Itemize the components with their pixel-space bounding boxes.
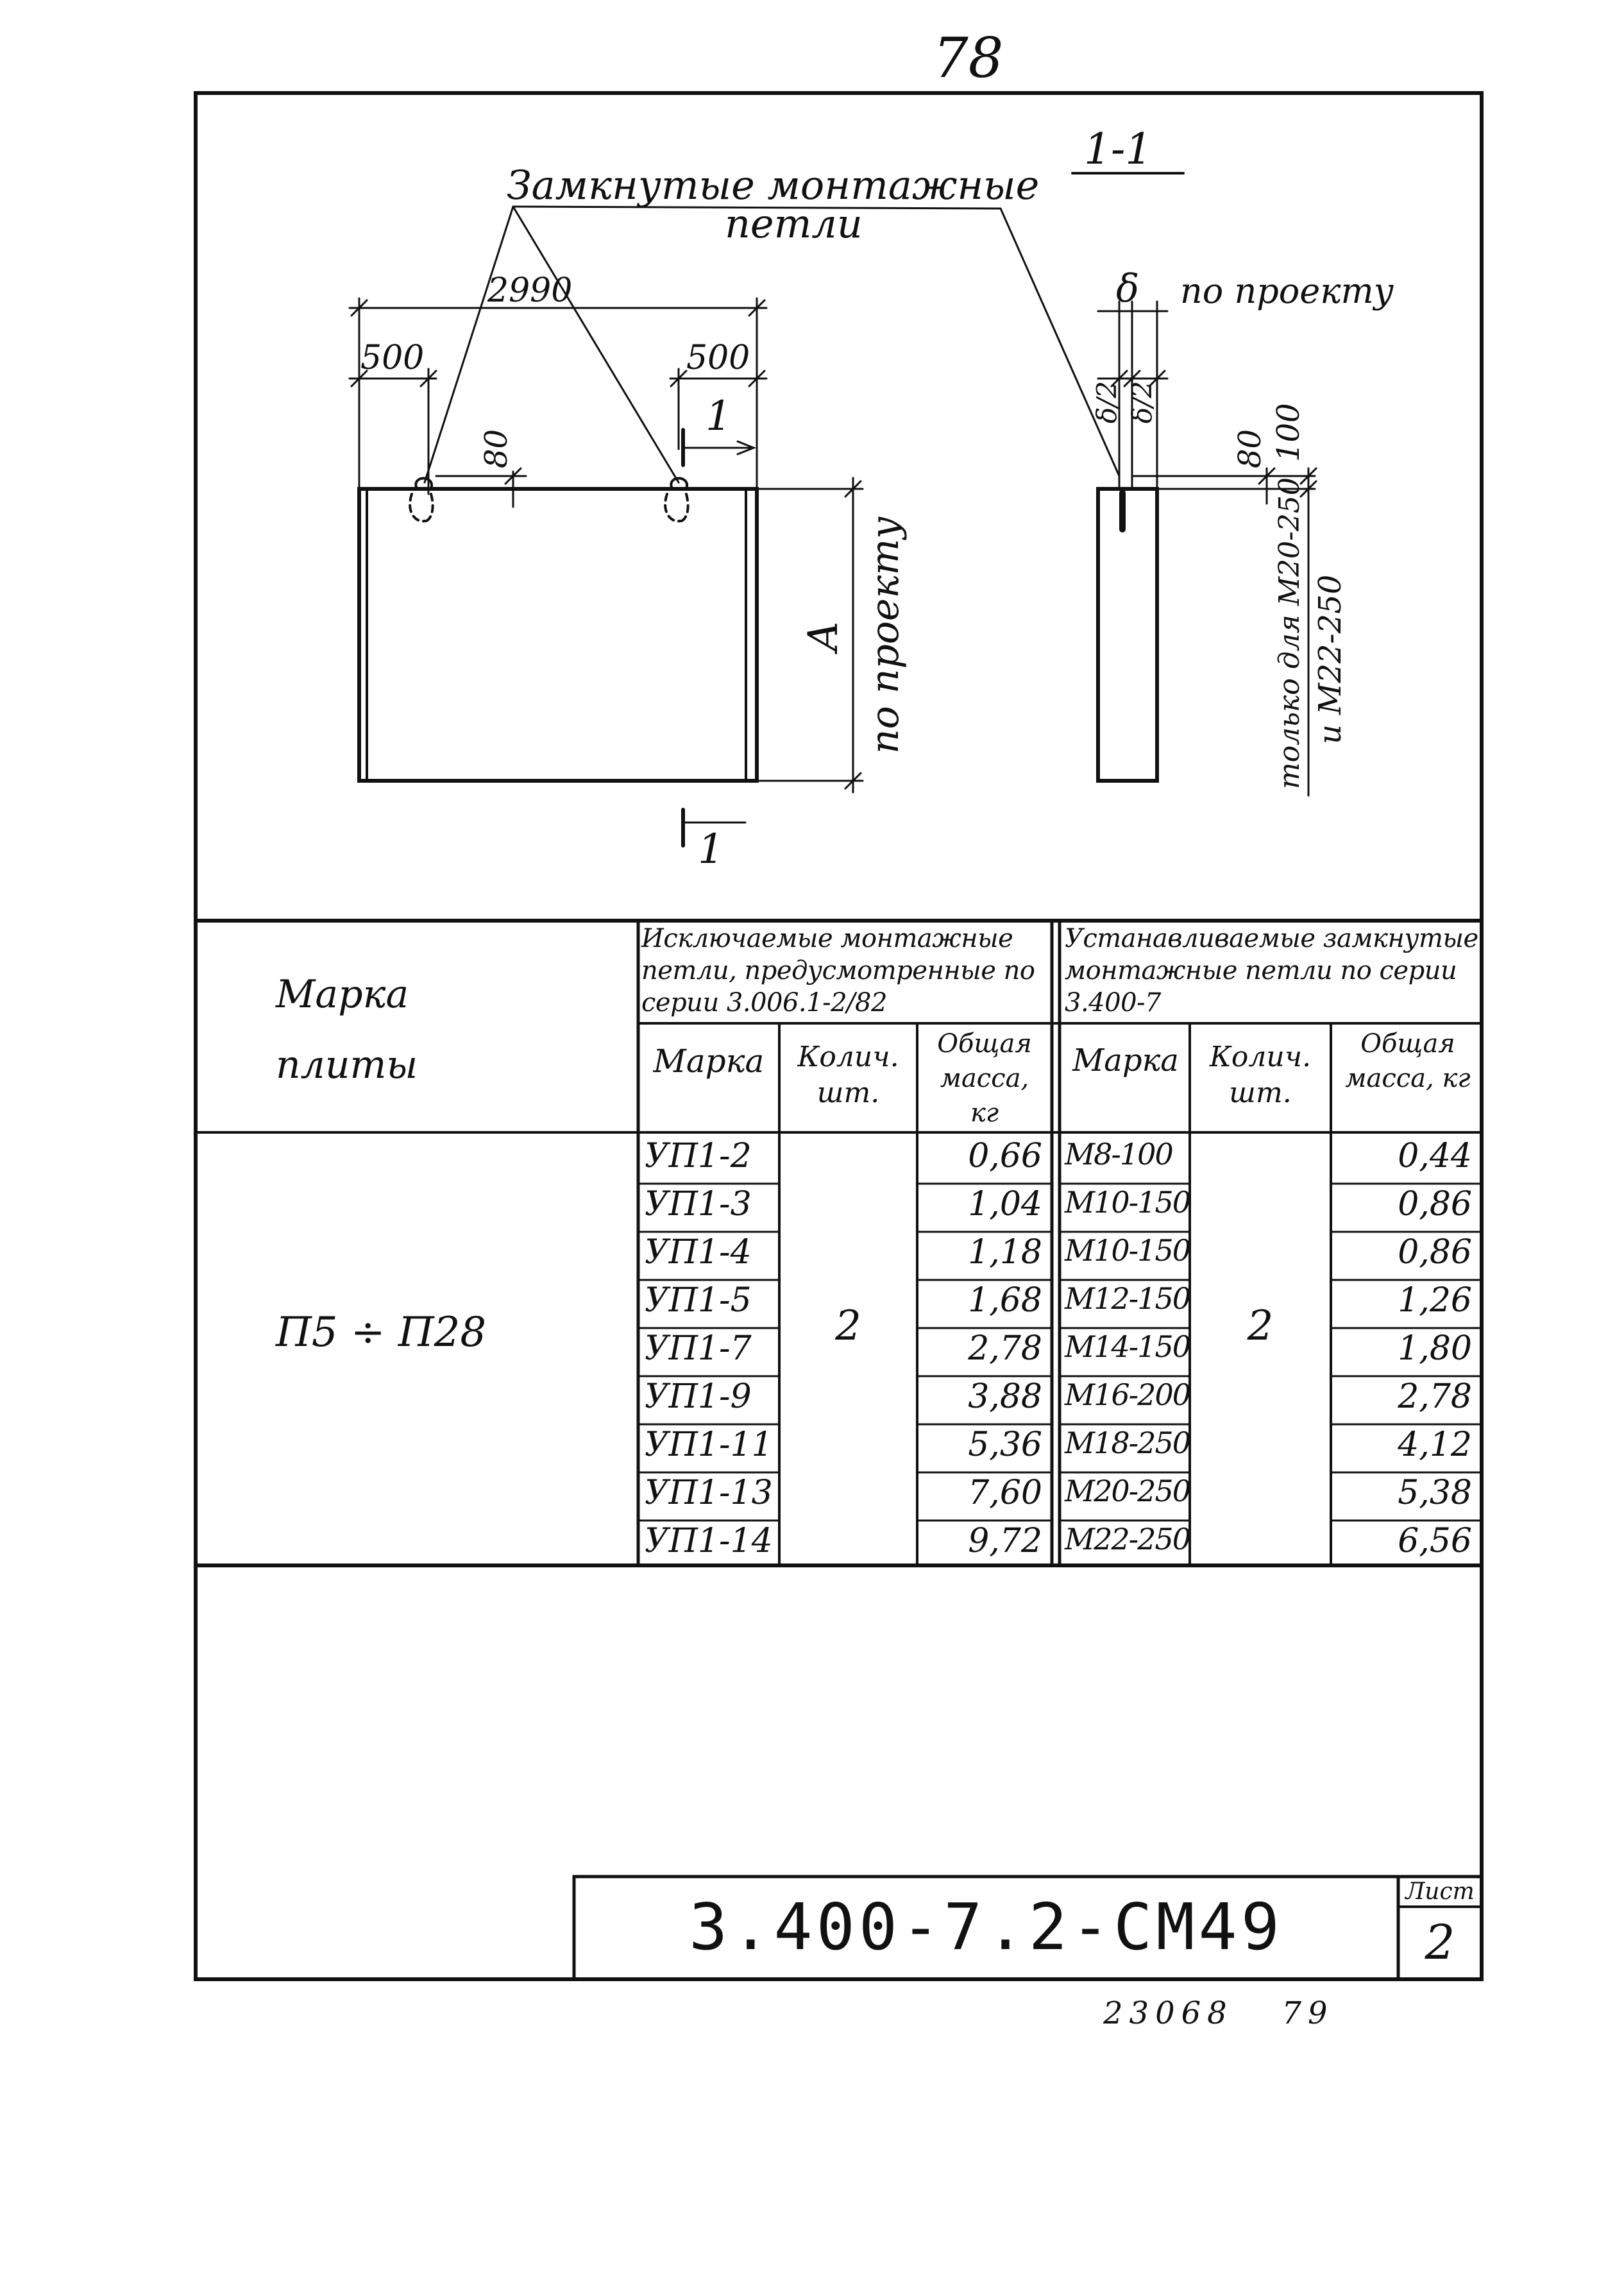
ex-mark-cell: УП1-13 xyxy=(645,1474,773,1512)
in-mark-cell: М20-250 xyxy=(1065,1474,1190,1508)
in-mass-cell: 1,80 xyxy=(1398,1329,1472,1368)
section-view xyxy=(1098,489,1157,781)
dim-thickness-delta: δ xyxy=(1116,266,1140,311)
sub-header-ex-qty: Колич. шт. xyxy=(797,1041,899,1109)
ex-mark-cell: УП1-4 xyxy=(645,1233,752,1272)
ex-mass-cell: 5,36 xyxy=(968,1426,1042,1464)
ex-mass-cell: 1,04 xyxy=(968,1185,1042,1223)
ex-mass-cell: 2,78 xyxy=(968,1329,1042,1368)
in-mass-cell: 5,38 xyxy=(1398,1474,1472,1512)
dim-height-note: по проекту xyxy=(863,516,908,754)
callout-line1: Замкнутые монтажные xyxy=(507,162,1040,209)
ex-mark-cell: УП1-11 xyxy=(645,1426,773,1464)
table-row xyxy=(0,1233,1624,1281)
section-mark-top: 1 xyxy=(706,393,732,440)
dim-overall: 2990 xyxy=(487,271,573,310)
dim-side-depth-100: 100 xyxy=(1271,403,1307,462)
dim-height-a: A xyxy=(800,621,847,651)
ex-mass-cell: 9,72 xyxy=(968,1522,1042,1560)
plate-header-text: Марка плиты xyxy=(276,972,418,1087)
section-title: 1-1 xyxy=(1084,124,1153,174)
qty-installed: 2 xyxy=(1247,1302,1274,1350)
table-row xyxy=(0,1281,1624,1329)
dim-loop-depth: 80 xyxy=(478,429,514,468)
plate-range: П5 ÷ П28 xyxy=(276,1309,487,1356)
ex-mass-cell: 3,88 xyxy=(968,1377,1042,1416)
in-mark-cell: М16-200 xyxy=(1065,1377,1190,1412)
ex-mark-cell: УП1-5 xyxy=(645,1281,752,1320)
ex-mass-cell: 1,68 xyxy=(968,1281,1042,1320)
side-note-line1: только для М20-250 xyxy=(1273,477,1306,789)
ex-mass-cell: 7,60 xyxy=(968,1474,1042,1512)
group-installed-header xyxy=(1065,923,1478,1019)
ex-mass-cell: 1,18 xyxy=(968,1233,1042,1272)
in-mass-cell: 6,56 xyxy=(1398,1522,1472,1560)
dim-left-offset: 500 xyxy=(360,339,425,377)
in-mass-cell: 0,86 xyxy=(1398,1185,1472,1223)
in-mass-cell: 4,12 xyxy=(1398,1426,1472,1464)
in-mass-cell: 1,26 xyxy=(1398,1281,1472,1320)
table-row xyxy=(0,1522,1624,1570)
plate-header xyxy=(276,959,532,1100)
sheet-label: Лист xyxy=(1405,1879,1475,1905)
group-excluded-header xyxy=(641,923,1049,1019)
dim-thickness-note: по проекту xyxy=(1180,271,1394,311)
side-note-line2: и М22-250 xyxy=(1312,574,1348,744)
in-mark-cell: М10-150 xyxy=(1065,1185,1190,1220)
plan-view xyxy=(359,489,757,781)
in-mass-cell: 2,78 xyxy=(1398,1377,1472,1416)
group-excluded-text: Исключаемые монтажные петли, предусмотренные по серии 3.006.1-2/82 xyxy=(641,924,1035,1018)
group-installed-text: Устанавливаемые замкнутые монтажные петли по серии 3.400-7 xyxy=(1065,924,1478,1018)
in-mark-cell: М12-150 xyxy=(1065,1281,1190,1316)
table-row xyxy=(0,1474,1624,1522)
in-mark-cell: М8-100 xyxy=(1065,1137,1172,1172)
sheet-number-top: 78 xyxy=(933,26,1004,90)
qty-excluded: 2 xyxy=(835,1302,861,1350)
table-row xyxy=(0,1426,1624,1474)
table-row xyxy=(0,1329,1624,1377)
in-mark-cell: М18-250 xyxy=(1065,1426,1190,1460)
table-row xyxy=(0,1137,1624,1185)
table-row xyxy=(0,1185,1624,1233)
ex-mark-cell: УП1-3 xyxy=(645,1185,752,1223)
sheet-value: 2 xyxy=(1425,1915,1455,1970)
ex-mark-cell: УП1-9 xyxy=(645,1377,752,1416)
loop-right xyxy=(665,479,688,522)
ex-mark-cell: УП1-2 xyxy=(645,1137,752,1175)
dim-half-delta-left: δ/2 xyxy=(1091,380,1122,423)
sub-header-in-mass: Общая масса, кг xyxy=(1345,1029,1471,1093)
callout-leaders xyxy=(425,207,1119,482)
ex-mark-cell: УП1-7 xyxy=(645,1329,752,1368)
dim-half-delta-right: δ/2 xyxy=(1126,380,1158,423)
in-mark-cell: М22-250 xyxy=(1065,1522,1190,1556)
dim-side-loop-depth: 80 xyxy=(1232,429,1268,468)
callout-line2: петли xyxy=(725,200,863,247)
sub-header-ex-mark: Марка xyxy=(653,1043,765,1080)
sub-header-in-mark: Марка xyxy=(1072,1043,1179,1078)
table-row xyxy=(0,1377,1624,1426)
footer-numbers: 23068 79 xyxy=(1103,1995,1334,2031)
ex-mark-cell: УП1-14 xyxy=(645,1522,773,1560)
ex-mass-cell: 0,66 xyxy=(968,1137,1042,1175)
document-code: 3.400-7.2-СМ49 xyxy=(689,1889,1283,1964)
section-mark-bottom: 1 xyxy=(698,826,724,873)
in-mark-cell: М14-150 xyxy=(1065,1329,1190,1364)
sub-header-in-qty: Колич. шт. xyxy=(1209,1041,1312,1109)
in-mass-cell: 0,44 xyxy=(1398,1137,1472,1175)
dim-right-offset: 500 xyxy=(686,339,750,377)
in-mass-cell: 0,86 xyxy=(1398,1233,1472,1272)
in-mark-cell: М10-150 xyxy=(1065,1233,1190,1268)
sub-header-ex-mass: Общая масса, кг xyxy=(937,1029,1032,1128)
table-rows xyxy=(0,1137,1624,1570)
